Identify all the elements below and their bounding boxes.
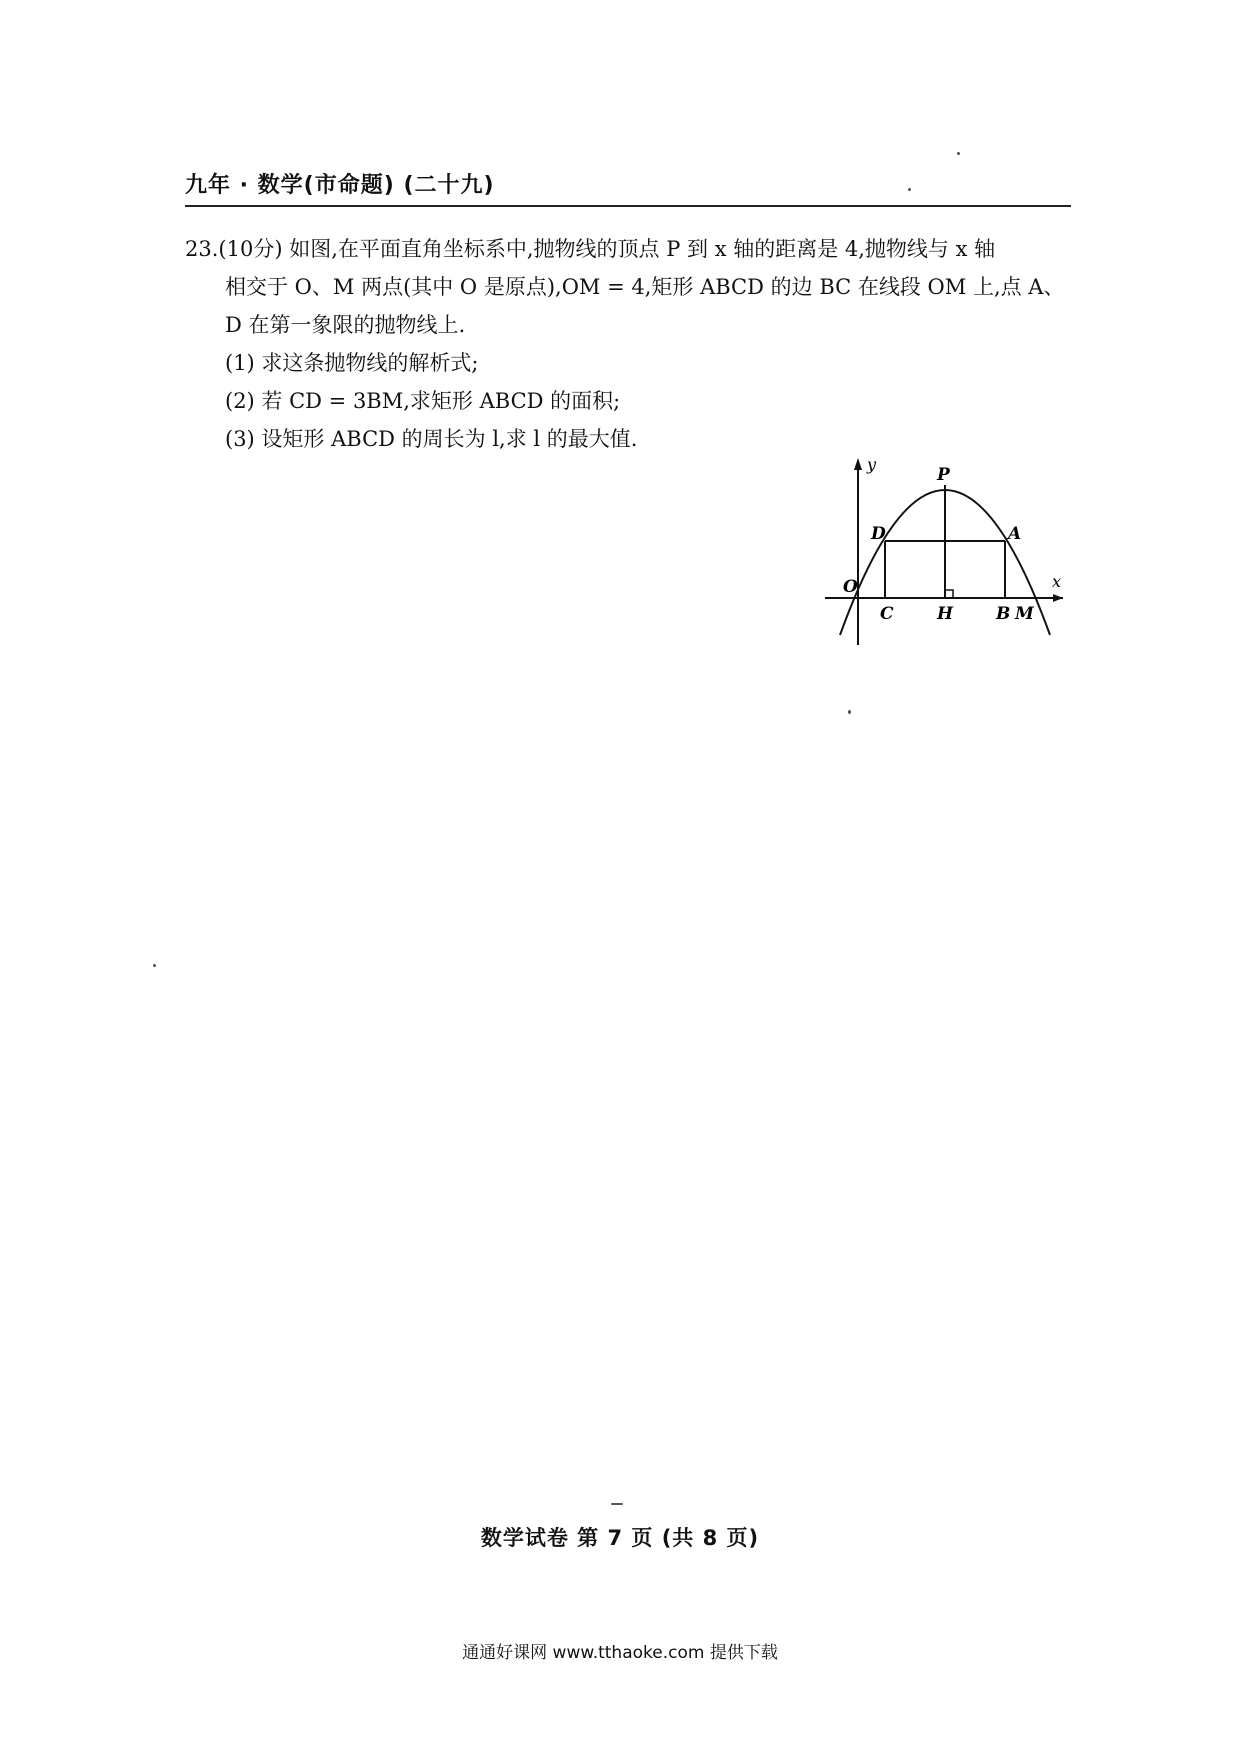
question-intro-text-1: 如图,在平面直角坐标系中,抛物线的顶点 P 到 x 轴的距离是 4,抛物线与 x 轴 [289, 237, 996, 261]
label-a: A [1008, 524, 1022, 544]
y-axis-arrow [854, 458, 862, 470]
label-o: O [843, 577, 858, 597]
download-credit: 通通好课网 www.tthaoke.com 提供下载 [462, 1643, 778, 1663]
question-part-3: (3) 设矩形 ABCD 的周长为 l,求 l 的最大值. [225, 427, 638, 451]
question-number: 23. [185, 237, 219, 261]
question-intro-line-3: D 在第一象限的抛物线上. [225, 313, 466, 337]
parabola-figure [815, 450, 1075, 654]
scan-speck [848, 710, 851, 714]
page-footer: 数学试卷 第 7 页 (共 8 页) [480, 1526, 760, 1550]
label-h: H [937, 604, 954, 624]
header-divider [185, 205, 1071, 207]
question-part-2: (2) 若 CD = 3BM,求矩形 ABCD 的面积; [225, 389, 621, 413]
right-angle-mark [945, 590, 953, 598]
exam-header-title: 九年 · 数学(市命题) (二十九) [185, 173, 495, 198]
label-y: y [867, 455, 877, 474]
question-intro-line-2: 相交于 O、M 两点(其中 O 是原点),OM = 4,矩形 ABCD 的边 BC 在线段 OM 上,点 A、 [225, 275, 1065, 299]
parabola-diagram [815, 450, 1075, 650]
label-d: D [871, 524, 886, 544]
label-x: x [1052, 572, 1062, 591]
x-axis-arrow [1053, 594, 1063, 602]
label-p: P [937, 465, 950, 485]
scan-speck [153, 964, 156, 967]
question-points: (10分) [218, 237, 283, 261]
question-intro-line-1 [185, 230, 1075, 268]
question-part-1: (1) 求这条抛物线的解析式; [225, 351, 479, 375]
label-c: C [880, 604, 894, 624]
question-23 [185, 230, 1075, 458]
scan-speck [908, 188, 911, 191]
label-b: B [996, 604, 1011, 624]
label-m: M [1015, 604, 1034, 624]
scan-speck [611, 1503, 623, 1505]
scan-speck [957, 152, 960, 155]
